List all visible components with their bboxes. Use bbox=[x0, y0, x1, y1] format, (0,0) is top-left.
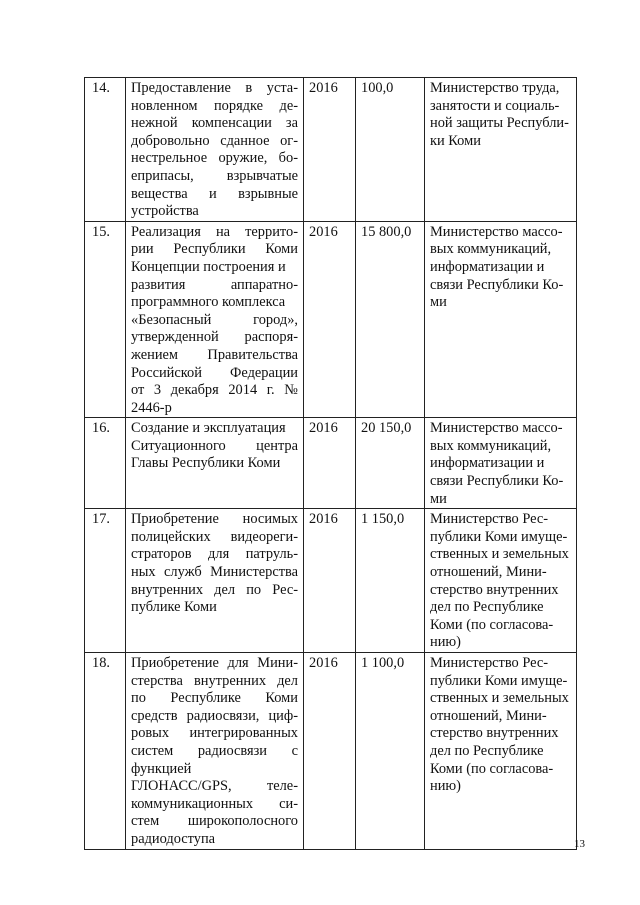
table-row bbox=[85, 78, 577, 222]
measure-name-line: «Безопасный город», bbox=[131, 311, 298, 328]
year-cell: 2016 bbox=[304, 653, 356, 850]
responsible-cell bbox=[425, 653, 577, 850]
amount-cell: 20 150,0 bbox=[356, 418, 425, 509]
measure-name-line: 2446-р bbox=[131, 399, 172, 416]
responsible-line: Министерство массо- bbox=[430, 223, 563, 240]
responsible-line: нию) bbox=[430, 634, 461, 651]
measure-name-line: функцией bbox=[131, 760, 192, 777]
measure-name-line: еприпасы, взрывчатые bbox=[131, 167, 298, 184]
responsible-cell bbox=[425, 509, 577, 653]
program-measures-table bbox=[84, 77, 577, 850]
table-row bbox=[85, 653, 577, 850]
measure-name-line: ГЛОНАСС/GPS, теле- bbox=[131, 778, 298, 795]
measure-name-cell bbox=[126, 221, 304, 418]
responsible-line: ственных и земельных bbox=[430, 690, 569, 707]
measure-name-cell bbox=[126, 78, 304, 222]
measure-name-line: Ситуационного центра bbox=[131, 437, 298, 454]
measure-name-line: рии Республики Коми bbox=[131, 241, 298, 258]
measure-name-line: новленном порядке де- bbox=[131, 97, 298, 114]
measure-name-line: Приобретение носимых bbox=[131, 511, 298, 528]
responsible-line: публики Коми имуще- bbox=[430, 672, 568, 689]
responsible-line: связи Республики Ко- bbox=[430, 276, 564, 293]
responsible-line: ми bbox=[430, 294, 447, 311]
measure-name-line: утвержденной распоря- bbox=[131, 329, 298, 346]
measure-name-line: Концепции построения и bbox=[131, 258, 286, 275]
row-number-cell: 14. bbox=[85, 78, 126, 222]
responsible-line: отношений, Мини- bbox=[430, 564, 547, 581]
responsible-line: отношений, Мини- bbox=[430, 707, 547, 724]
responsible-line: Коми (по согласова- bbox=[430, 760, 554, 777]
measure-name-line: устройства bbox=[131, 203, 199, 220]
measure-name-line: полицейских видеореги- bbox=[131, 528, 298, 545]
amount-cell: 1 150,0 bbox=[356, 509, 425, 653]
table-row bbox=[85, 509, 577, 653]
measure-name-line: Главы Республики Коми bbox=[131, 455, 281, 472]
table-body bbox=[85, 78, 577, 850]
responsible-line: дел по Республике bbox=[430, 742, 544, 759]
measure-name-line: Создание и эксплуатация bbox=[131, 420, 286, 437]
responsible-line: ки Коми bbox=[430, 132, 481, 149]
measure-name-line: жением Правительства bbox=[131, 346, 298, 363]
measure-name-line: Предоставление в уста- bbox=[131, 80, 298, 96]
amount-cell: 15 800,0 bbox=[356, 221, 425, 418]
measure-name-line: публике Коми bbox=[131, 599, 217, 616]
measure-name-line: вещества и взрывные bbox=[131, 185, 298, 202]
table-row bbox=[85, 418, 577, 509]
measure-name-cell bbox=[126, 653, 304, 850]
measure-name-line: от 3 декабря 2014 г. № bbox=[131, 382, 298, 399]
measure-name-line: внутренних дел по Рес- bbox=[131, 581, 298, 598]
responsible-cell bbox=[425, 221, 577, 418]
row-number-cell: 15. bbox=[85, 221, 126, 418]
measure-name-line: нестрельное оружие, бо- bbox=[131, 150, 298, 167]
measure-name-line: по Республике Коми bbox=[131, 690, 298, 707]
measure-name-line: Приобретение для Мини- bbox=[131, 655, 298, 671]
measure-name-line: средств радиосвязи, циф- bbox=[131, 707, 298, 724]
year-cell: 2016 bbox=[304, 509, 356, 653]
responsible-line: информатизации и bbox=[430, 258, 545, 275]
year-cell: 2016 bbox=[304, 418, 356, 509]
measure-name-line: добровольно сданное ог- bbox=[131, 132, 298, 149]
responsible-line: Министерство массо- bbox=[430, 420, 563, 437]
year-cell: 2016 bbox=[304, 78, 356, 222]
responsible-line: вых коммуникаций, bbox=[430, 241, 552, 258]
measure-name-line: радиодоступа bbox=[131, 830, 216, 847]
measure-name-line: Российской Федерации bbox=[131, 364, 298, 381]
measure-name-line: страторов для патруль- bbox=[131, 546, 298, 563]
responsible-line: Министерство Рес- bbox=[430, 511, 549, 528]
responsible-line: связи Республики Ко- bbox=[430, 473, 564, 490]
row-number-cell: 18. bbox=[85, 653, 126, 850]
responsible-line: Министерство труда, bbox=[430, 80, 560, 96]
measure-name-line: коммуникационных си- bbox=[131, 795, 298, 812]
measure-name-line: стерства внутренних дел bbox=[131, 672, 298, 689]
measure-name-line: систем радиосвязи с bbox=[131, 742, 298, 759]
measure-name-line: программного комплекса bbox=[131, 294, 286, 311]
amount-cell: 100,0 bbox=[356, 78, 425, 222]
responsible-line: Коми (по согласова- bbox=[430, 616, 554, 633]
responsible-cell bbox=[425, 418, 577, 509]
responsible-line: вых коммуникаций, bbox=[430, 437, 552, 454]
measure-name-line: ных служб Министерства bbox=[131, 564, 298, 581]
responsible-line: дел по Республике bbox=[430, 599, 544, 616]
responsible-line: ми bbox=[430, 490, 447, 507]
responsible-line: стерство внутренних bbox=[430, 725, 559, 742]
measure-name-line: ровых интегрированных bbox=[131, 725, 298, 742]
responsible-line: нию) bbox=[430, 778, 461, 795]
amount-cell: 1 100,0 bbox=[356, 653, 425, 850]
responsible-line: Министерство Рес- bbox=[430, 655, 549, 671]
responsible-line: ной защиты Республи- bbox=[430, 115, 569, 132]
responsible-line: публики Коми имуще- bbox=[430, 528, 568, 545]
table-row bbox=[85, 221, 577, 418]
measure-name-line: развития аппаратно- bbox=[131, 276, 298, 293]
measure-name-cell bbox=[126, 509, 304, 653]
responsible-line: занятости и социаль- bbox=[430, 97, 560, 114]
year-cell: 2016 bbox=[304, 221, 356, 418]
responsible-line: ственных и земельных bbox=[430, 546, 569, 563]
measure-name-cell bbox=[126, 418, 304, 509]
measure-name-line: стем широкополосного bbox=[131, 813, 298, 830]
measure-name-line: нежной компенсации за bbox=[131, 115, 298, 132]
measure-name-line: Реализация на террито- bbox=[131, 223, 298, 240]
responsible-line: информатизации и bbox=[430, 455, 545, 472]
responsible-line: стерство внутренних bbox=[430, 581, 559, 598]
row-number-cell: 16. bbox=[85, 418, 126, 509]
page-number: 13 bbox=[574, 838, 585, 850]
row-number-cell: 17. bbox=[85, 509, 126, 653]
responsible-cell bbox=[425, 78, 577, 222]
